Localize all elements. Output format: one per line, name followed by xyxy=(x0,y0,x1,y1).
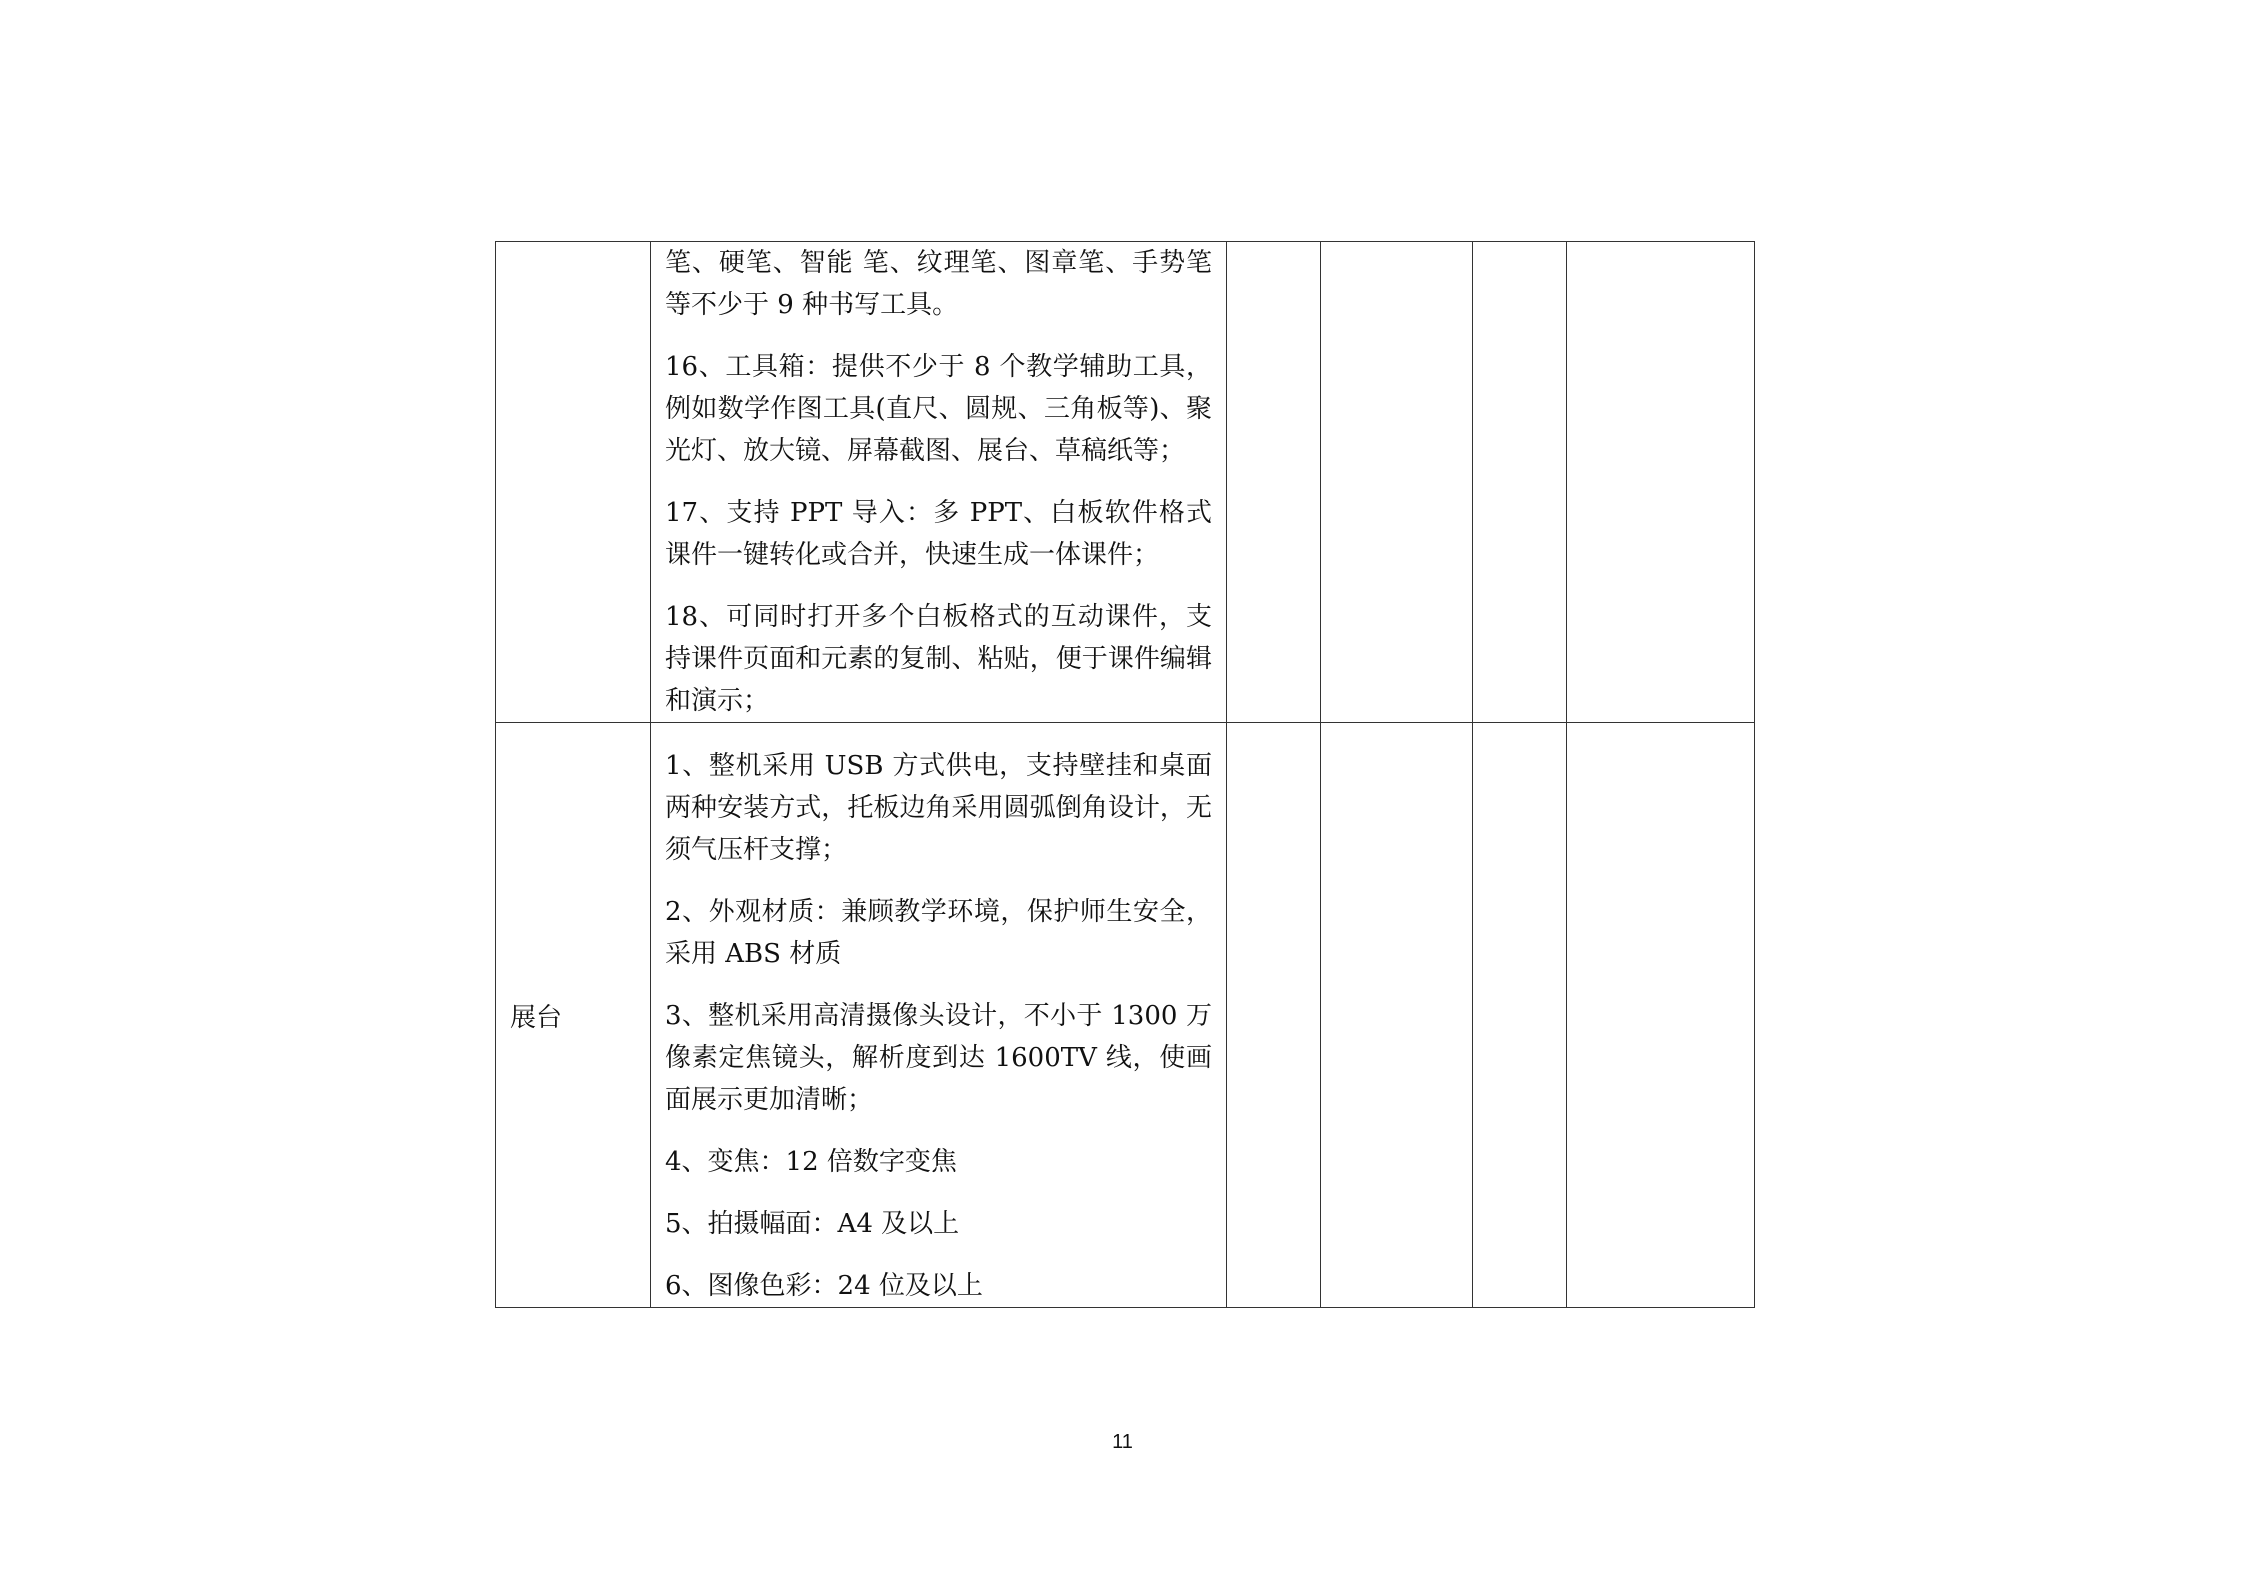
spec-paragraph: 4、变焦：12 倍数字变焦 xyxy=(665,1147,957,1177)
spec-paragraph: 18、可同时打开多个白板格式的互动课件，支持课件页面和元素的复制、粘贴，便于课件编辑和演示； xyxy=(665,602,1212,716)
item-name-cell xyxy=(496,242,651,723)
item-description-cell xyxy=(651,242,1227,723)
spec-paragraph: 2、外观材质：兼顾教学环境，保护师生安全，采用 ABS 材质 xyxy=(665,897,1212,969)
spec-paragraph: 1、整机采用 USB 方式供电，支持壁挂和桌面两种安装方式，托板边角采用圆弧倒角设计，无须气压杆支撑； xyxy=(665,751,1212,865)
spec-paragraph: 16、工具箱：提供不少于 8 个教学辅助工具，例如数学作图工具(直尺、圆规、三角板等)、聚光灯、放大镜、屏幕截图、展台、草稿纸等； xyxy=(665,352,1212,466)
item-name-cell: 展台 xyxy=(496,723,651,1308)
empty-cell xyxy=(1321,723,1473,1308)
empty-cell xyxy=(1227,723,1321,1308)
table-row xyxy=(496,723,1755,1308)
empty-cell xyxy=(1473,242,1567,723)
empty-cell xyxy=(1227,242,1321,723)
spec-table xyxy=(495,241,1755,1308)
spec-paragraph: 6、图像色彩：24 位及以上 xyxy=(665,1271,983,1301)
empty-cell xyxy=(1473,723,1567,1308)
item-description-cell xyxy=(651,723,1227,1308)
spec-paragraph: 3、整机采用高清摄像头设计，不小于 1300 万像素定焦镜头，解析度到达 1600TV 线，使画面展示更加清晰； xyxy=(665,1001,1212,1115)
empty-cell xyxy=(1567,242,1755,723)
spec-paragraph: 笔、硬笔、智能 笔、纹理笔、图章笔、手势笔等不少于 9 种书写工具。 xyxy=(665,248,1212,320)
spec-paragraph: 5、拍摄幅面：A4 及以上 xyxy=(665,1209,960,1239)
table-row xyxy=(496,242,1755,723)
page-number: 11 xyxy=(1112,1431,1133,1453)
spec-paragraph: 17、支持 PPT 导入：多 PPT、白板软件格式课件一键转化或合并，快速生成一体课件； xyxy=(665,498,1212,570)
empty-cell xyxy=(1567,723,1755,1308)
empty-cell xyxy=(1321,242,1473,723)
